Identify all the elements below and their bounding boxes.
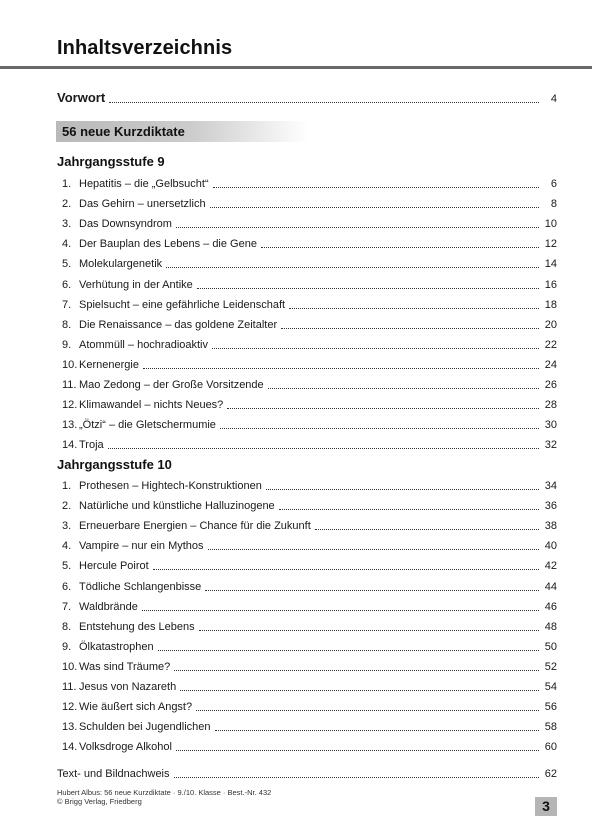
- toc-entry[interactable]: [62, 256, 557, 270]
- toc-entry-page: 48: [544, 620, 557, 633]
- footer-line-1: Hubert Albus: 56 neue Kurzdiktate · 9./10. Klasse · Best.-Nr. 432: [57, 788, 272, 797]
- toc-entry[interactable]: [62, 558, 557, 572]
- dot-leader: [196, 700, 539, 711]
- toc-entry-label: [62, 339, 210, 351]
- toc-entry-page: 24: [544, 358, 557, 371]
- toc-entry-page: 38: [544, 520, 557, 533]
- dot-leader: [109, 92, 539, 103]
- toc-entry-label: [62, 741, 174, 753]
- toc-entry-number: 11.: [62, 379, 77, 391]
- toc-entry-title: Entstehung des Lebens: [79, 620, 195, 633]
- toc-entry-title: Atommüll – hochradioaktiv: [79, 338, 209, 351]
- toc-entry-title: Molekulargenetik: [79, 258, 163, 271]
- toc-entry-label: [62, 379, 266, 391]
- toc-entry-title: Natürliche und künstliche Halluzinogene: [79, 500, 275, 513]
- toc-foreword-page: 4: [550, 93, 557, 105]
- dot-leader: [261, 237, 539, 248]
- dot-leader: [108, 438, 539, 449]
- toc-entry-number: 11.: [62, 681, 77, 693]
- toc-entry[interactable]: [62, 699, 557, 713]
- toc-entry[interactable]: [62, 196, 557, 210]
- toc-entry-title: Hepatitis – die „Gelbsucht“: [79, 178, 209, 190]
- toc-entry-page: 6: [550, 178, 557, 190]
- section-title: 56 neue Kurzdiktate: [62, 124, 185, 139]
- toc-entry-page: 46: [544, 600, 557, 613]
- toc-entry-label: [62, 480, 264, 492]
- toc-entry-number: 4.: [62, 238, 72, 251]
- dot-leader: [227, 398, 538, 409]
- toc-entry-title: Troja: [79, 439, 104, 452]
- group-heading-10: Jahrgangsstufe 10: [57, 457, 172, 472]
- toc-entry[interactable]: [62, 317, 557, 331]
- toc-entry[interactable]: [62, 679, 557, 693]
- toc-entry-number: 9.: [62, 640, 72, 653]
- toc-foreword-label: Vorwort: [57, 90, 106, 105]
- toc-entry-label: [62, 581, 203, 593]
- toc-entry[interactable]: [62, 337, 557, 351]
- toc-credits-page: 62: [544, 768, 557, 780]
- toc-entry-title: Waldbrände: [79, 600, 138, 613]
- toc-entry-label: [62, 681, 178, 693]
- title-rule: [0, 66, 592, 69]
- toc-entry-number: 8.: [62, 620, 72, 633]
- toc-entry-number: 13.: [62, 419, 78, 432]
- toc-entry-label: [62, 218, 174, 230]
- toc-entry[interactable]: [62, 538, 557, 552]
- toc-entry-page: 12: [544, 238, 557, 251]
- toc-entry-page: 28: [544, 399, 557, 412]
- toc-entry-label: [62, 258, 164, 270]
- dot-leader: [153, 559, 539, 570]
- toc-entry-page: 40: [544, 540, 557, 553]
- toc-entry-number: 7.: [62, 298, 72, 311]
- toc-entry[interactable]: [62, 639, 557, 653]
- dot-leader: [279, 499, 539, 510]
- footer: [57, 788, 271, 806]
- toc-entry-page: 30: [544, 419, 557, 432]
- toc-entry[interactable]: [62, 498, 557, 512]
- toc-entry-title: Schulden bei Jugendlichen: [79, 721, 211, 734]
- toc-entry-label: [62, 500, 277, 512]
- toc-entry-title: „Ötzi“ – die Gletschermumie: [79, 419, 216, 432]
- toc-entry-page: 32: [544, 439, 557, 452]
- toc-entry-number: 3.: [62, 520, 72, 533]
- dot-leader: [174, 660, 538, 671]
- toc-entry-label: [62, 238, 259, 250]
- page-number: 3: [542, 798, 550, 814]
- toc-entry-title: Verhütung in der Antike: [79, 278, 193, 291]
- toc-entry[interactable]: [62, 518, 557, 532]
- dot-leader: [220, 418, 539, 429]
- toc-entry[interactable]: [62, 659, 557, 673]
- toc-entry-label: [62, 178, 211, 190]
- toc-entry-number: 9.: [62, 338, 72, 351]
- toc-entry-number: 1.: [62, 178, 72, 190]
- dot-leader: [266, 479, 539, 490]
- dot-leader: [210, 197, 539, 208]
- toc-entry-label: [62, 319, 279, 331]
- dot-leader: [142, 600, 539, 611]
- dot-leader: [166, 257, 539, 268]
- toc-entry-page: 44: [544, 580, 557, 593]
- dot-leader: [199, 620, 539, 631]
- toc-entry-page: 10: [544, 218, 557, 231]
- dot-leader: [197, 278, 539, 289]
- dot-leader: [315, 519, 539, 530]
- toc-entry-number: 14.: [62, 439, 78, 452]
- toc-entry-number: 8.: [62, 318, 72, 331]
- toc-entry-label: [62, 540, 206, 552]
- toc-entry-number: 10.: [62, 358, 78, 371]
- toc-credits-label: Text- und Bildnachweis: [57, 768, 170, 780]
- toc-entry[interactable]: [62, 277, 557, 291]
- toc-entry[interactable]: [62, 579, 557, 593]
- toc-foreword[interactable]: [57, 90, 557, 105]
- toc-entry-label: [62, 299, 287, 311]
- toc-entry-title: Wie äußert sich Angst?: [79, 701, 193, 714]
- dot-leader: [212, 338, 539, 349]
- dot-leader: [180, 680, 539, 691]
- page-number-box: [535, 797, 557, 816]
- toc-entry-title: Kernenergie: [79, 358, 139, 371]
- toc-entry-title: Hercule Poirot: [79, 560, 149, 573]
- toc-entry-page: 18: [544, 298, 557, 311]
- toc-entry-page: 58: [544, 721, 557, 734]
- toc-entry[interactable]: [62, 619, 557, 633]
- toc-entry-title: Das Downsyndrom: [79, 218, 172, 231]
- toc-entry-page: 36: [544, 500, 557, 513]
- toc-entry-title: Jesus von Nazareth: [79, 681, 177, 693]
- toc-entry-number: 4.: [62, 540, 72, 553]
- toc-entry-page: 8: [550, 198, 557, 211]
- section-band: [56, 121, 308, 142]
- toc-entry-number: 14.: [62, 741, 78, 754]
- toc-entry-label: [62, 520, 313, 532]
- dot-leader: [281, 318, 539, 329]
- toc-entry-number: 13.: [62, 721, 78, 734]
- dot-leader: [208, 539, 539, 550]
- toc-entry-page: 14: [544, 258, 557, 271]
- toc-entry-title: Was sind Träume?: [79, 660, 171, 673]
- toc-entry-page: 54: [544, 681, 557, 693]
- toc-entry-number: 2.: [62, 500, 72, 513]
- toc-entry-title: Spielsucht – eine gefährliche Leidenschaft: [79, 298, 286, 311]
- toc-entry-page: 20: [544, 318, 557, 331]
- toc-entry-label: [62, 399, 225, 411]
- toc-entry-number: 3.: [62, 218, 72, 231]
- toc-entry-title: Erneuerbare Energien – Chance für die Zukunft: [79, 520, 311, 533]
- toc-entry[interactable]: [62, 176, 557, 190]
- toc-entry-page: 16: [544, 278, 557, 291]
- toc-entry[interactable]: [62, 478, 557, 492]
- dot-leader: [176, 217, 539, 228]
- toc-entry-label: [62, 198, 208, 210]
- toc-entry-label: [62, 621, 197, 633]
- footer-line-2: © Brigg Verlag, Friedberg: [57, 797, 142, 806]
- toc-entry[interactable]: [62, 739, 557, 753]
- toc-entry-page: 60: [544, 741, 557, 754]
- page-title: Inhaltsverzeichnis: [57, 37, 233, 59]
- toc-entry-title: Volksdroge Alkohol: [79, 741, 172, 754]
- toc-entry-number: 7.: [62, 600, 72, 613]
- dot-leader: [205, 580, 538, 591]
- toc-entry-label: [62, 721, 213, 733]
- dot-leader: [158, 640, 539, 651]
- toc-entry-page: 50: [544, 640, 557, 653]
- toc-credits[interactable]: [57, 766, 557, 780]
- toc-entry[interactable]: [62, 297, 557, 311]
- toc-entry-page: 42: [544, 560, 557, 573]
- dot-leader: [289, 298, 539, 309]
- dot-leader: [215, 720, 539, 731]
- toc-entry-title: Klimawandel – nichts Neues?: [79, 399, 224, 412]
- toc-entry-number: 2.: [62, 198, 72, 211]
- toc-entry[interactable]: [62, 397, 557, 411]
- toc-entry-label: [62, 560, 151, 572]
- toc-entry[interactable]: [62, 236, 557, 250]
- toc-entry-page: 34: [544, 480, 557, 492]
- group-heading-9: Jahrgangsstufe 9: [57, 154, 165, 169]
- dot-leader: [174, 767, 539, 778]
- dot-leader: [213, 177, 539, 188]
- toc-entry[interactable]: [62, 437, 557, 451]
- toc-entry-label: [62, 641, 156, 653]
- toc-entry[interactable]: [62, 357, 557, 371]
- toc-entry[interactable]: [62, 599, 557, 613]
- toc-entry-label: [62, 661, 172, 673]
- toc-entry-title: Mao Zedong – der Große Vorsitzende: [79, 379, 264, 391]
- toc-entry[interactable]: [62, 216, 557, 230]
- toc-entry-number: 6.: [62, 278, 72, 291]
- toc-entry-label: [62, 701, 194, 713]
- toc-entry-label: [62, 419, 218, 431]
- toc-entry-page: 52: [544, 660, 557, 673]
- toc-entry-title: Ölkatastrophen: [79, 640, 154, 653]
- toc-entry-number: 10.: [62, 660, 78, 673]
- dot-leader: [176, 740, 539, 751]
- toc-entry-number: 1.: [62, 480, 72, 492]
- toc-entry-label: [62, 601, 140, 613]
- toc-entry-number: 6.: [62, 580, 72, 593]
- toc-entry-number: 12.: [62, 399, 78, 412]
- toc-entry[interactable]: [62, 719, 557, 733]
- toc-entry-label: [62, 439, 106, 451]
- toc-entry-label: [62, 359, 141, 371]
- toc-entry-number: 12.: [62, 701, 78, 714]
- toc-entry-label: [62, 279, 195, 291]
- toc-entry-title: Tödliche Schlangenbisse: [79, 580, 202, 593]
- toc-entry-number: 5.: [62, 258, 72, 271]
- toc-entry-title: Die Renaissance – das goldene Zeitalter: [79, 318, 278, 331]
- dot-leader: [143, 358, 539, 369]
- toc-entry-page: 26: [544, 379, 557, 391]
- toc-entry-number: 5.: [62, 560, 72, 573]
- dot-leader: [268, 378, 539, 389]
- toc-entry-page: 22: [544, 338, 557, 351]
- toc-entry[interactable]: [62, 417, 557, 431]
- toc-entry-title: Der Bauplan des Lebens – die Gene: [79, 238, 257, 251]
- toc-entry-page: 56: [544, 701, 557, 714]
- toc-entry[interactable]: [62, 377, 557, 391]
- toc-entry-title: Vampire – nur ein Mythos: [79, 540, 204, 553]
- toc-entry-title: Das Gehirn – unersetzlich: [79, 198, 206, 211]
- toc-entry-title: Prothesen – Hightech-Konstruktionen: [79, 480, 262, 492]
